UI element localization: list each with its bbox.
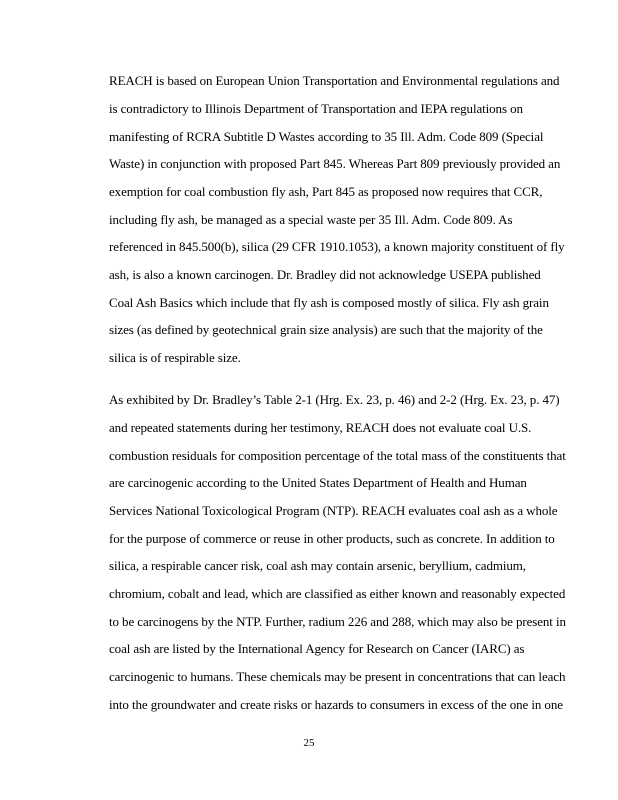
paragraph-line: Waste) in conjunction with proposed Part 845. Whereas Part 809 previously provided an (109, 156, 561, 171)
paragraph-line: combustion residuals for composition percentage of the total mass of the constituents that (109, 448, 566, 463)
paragraph-line: sizes (as defined by geotechnical grain size analysis) are such that the majority of the (109, 322, 543, 337)
page-number: 25 (303, 737, 315, 749)
paragraph-line: into the groundwater and create risks or hazards to consumers in excess of the one in one (109, 697, 563, 712)
paragraph-line: As exhibited by Dr. Bradley’s Table 2-1 (Hrg. Ex. 23, p. 46) and 2-2 (Hrg. Ex. 23, p. 47) (109, 392, 560, 407)
paragraph-line: REACH is based on European Union Transportation and Environmental regulations and (109, 73, 560, 88)
paragraph-line: exemption for coal combustion fly ash, Part 845 as proposed now requires that CCR, (109, 184, 543, 199)
paragraph-line: and repeated statements during her testimony, REACH does not evaluate coal U.S. (109, 420, 532, 435)
paragraph-line: Coal Ash Basics which include that fly ash is composed mostly of silica. Fly ash grain (109, 295, 549, 310)
paragraph-line: to be carcinogens by the NTP. Further, radium 226 and 288, which may also be present in (109, 614, 566, 629)
paragraph-line: ash, is also a known carcinogen. Dr. Bradley did not acknowledge USEPA published (109, 267, 541, 282)
paragraph-line: carcinogenic to humans. These chemicals may be present in concentrations that can leach (109, 669, 566, 684)
paragraph-line: manifesting of RCRA Subtitle D Wastes according to 35 Ill. Adm. Code 809 (Special (109, 129, 544, 144)
paragraph-line: are carcinogenic according to the United States Department of Health and Human (109, 475, 527, 490)
paragraph-line: is contradictory to Illinois Department of Transportation and IEPA regulations on (109, 101, 523, 116)
paragraph-line: for the purpose of commerce or reuse in other products, such as concrete. In addition to (109, 531, 555, 546)
paragraph-line: including fly ash, be managed as a special waste per 35 Ill. Adm. Code 809. As (109, 212, 513, 227)
paragraph-line: chromium, cobalt and lead, which are classified as either known and reasonably expected (109, 586, 566, 601)
paragraph-line: Services National Toxicological Program (NTP). REACH evaluates coal ash as a whole (109, 503, 558, 518)
paragraph-line: silica is of respirable size. (109, 350, 241, 365)
paragraph-line: referenced in 845.500(b), silica (29 CFR 1910.1053), a known majority constituent of fly (109, 239, 565, 254)
paragraph-line: silica, a respirable cancer risk, coal ash may contain arsenic, beryllium, cadmium, (109, 558, 526, 573)
paragraph-line: coal ash are listed by the International Agency for Research on Cancer (IARC) as (109, 641, 525, 656)
